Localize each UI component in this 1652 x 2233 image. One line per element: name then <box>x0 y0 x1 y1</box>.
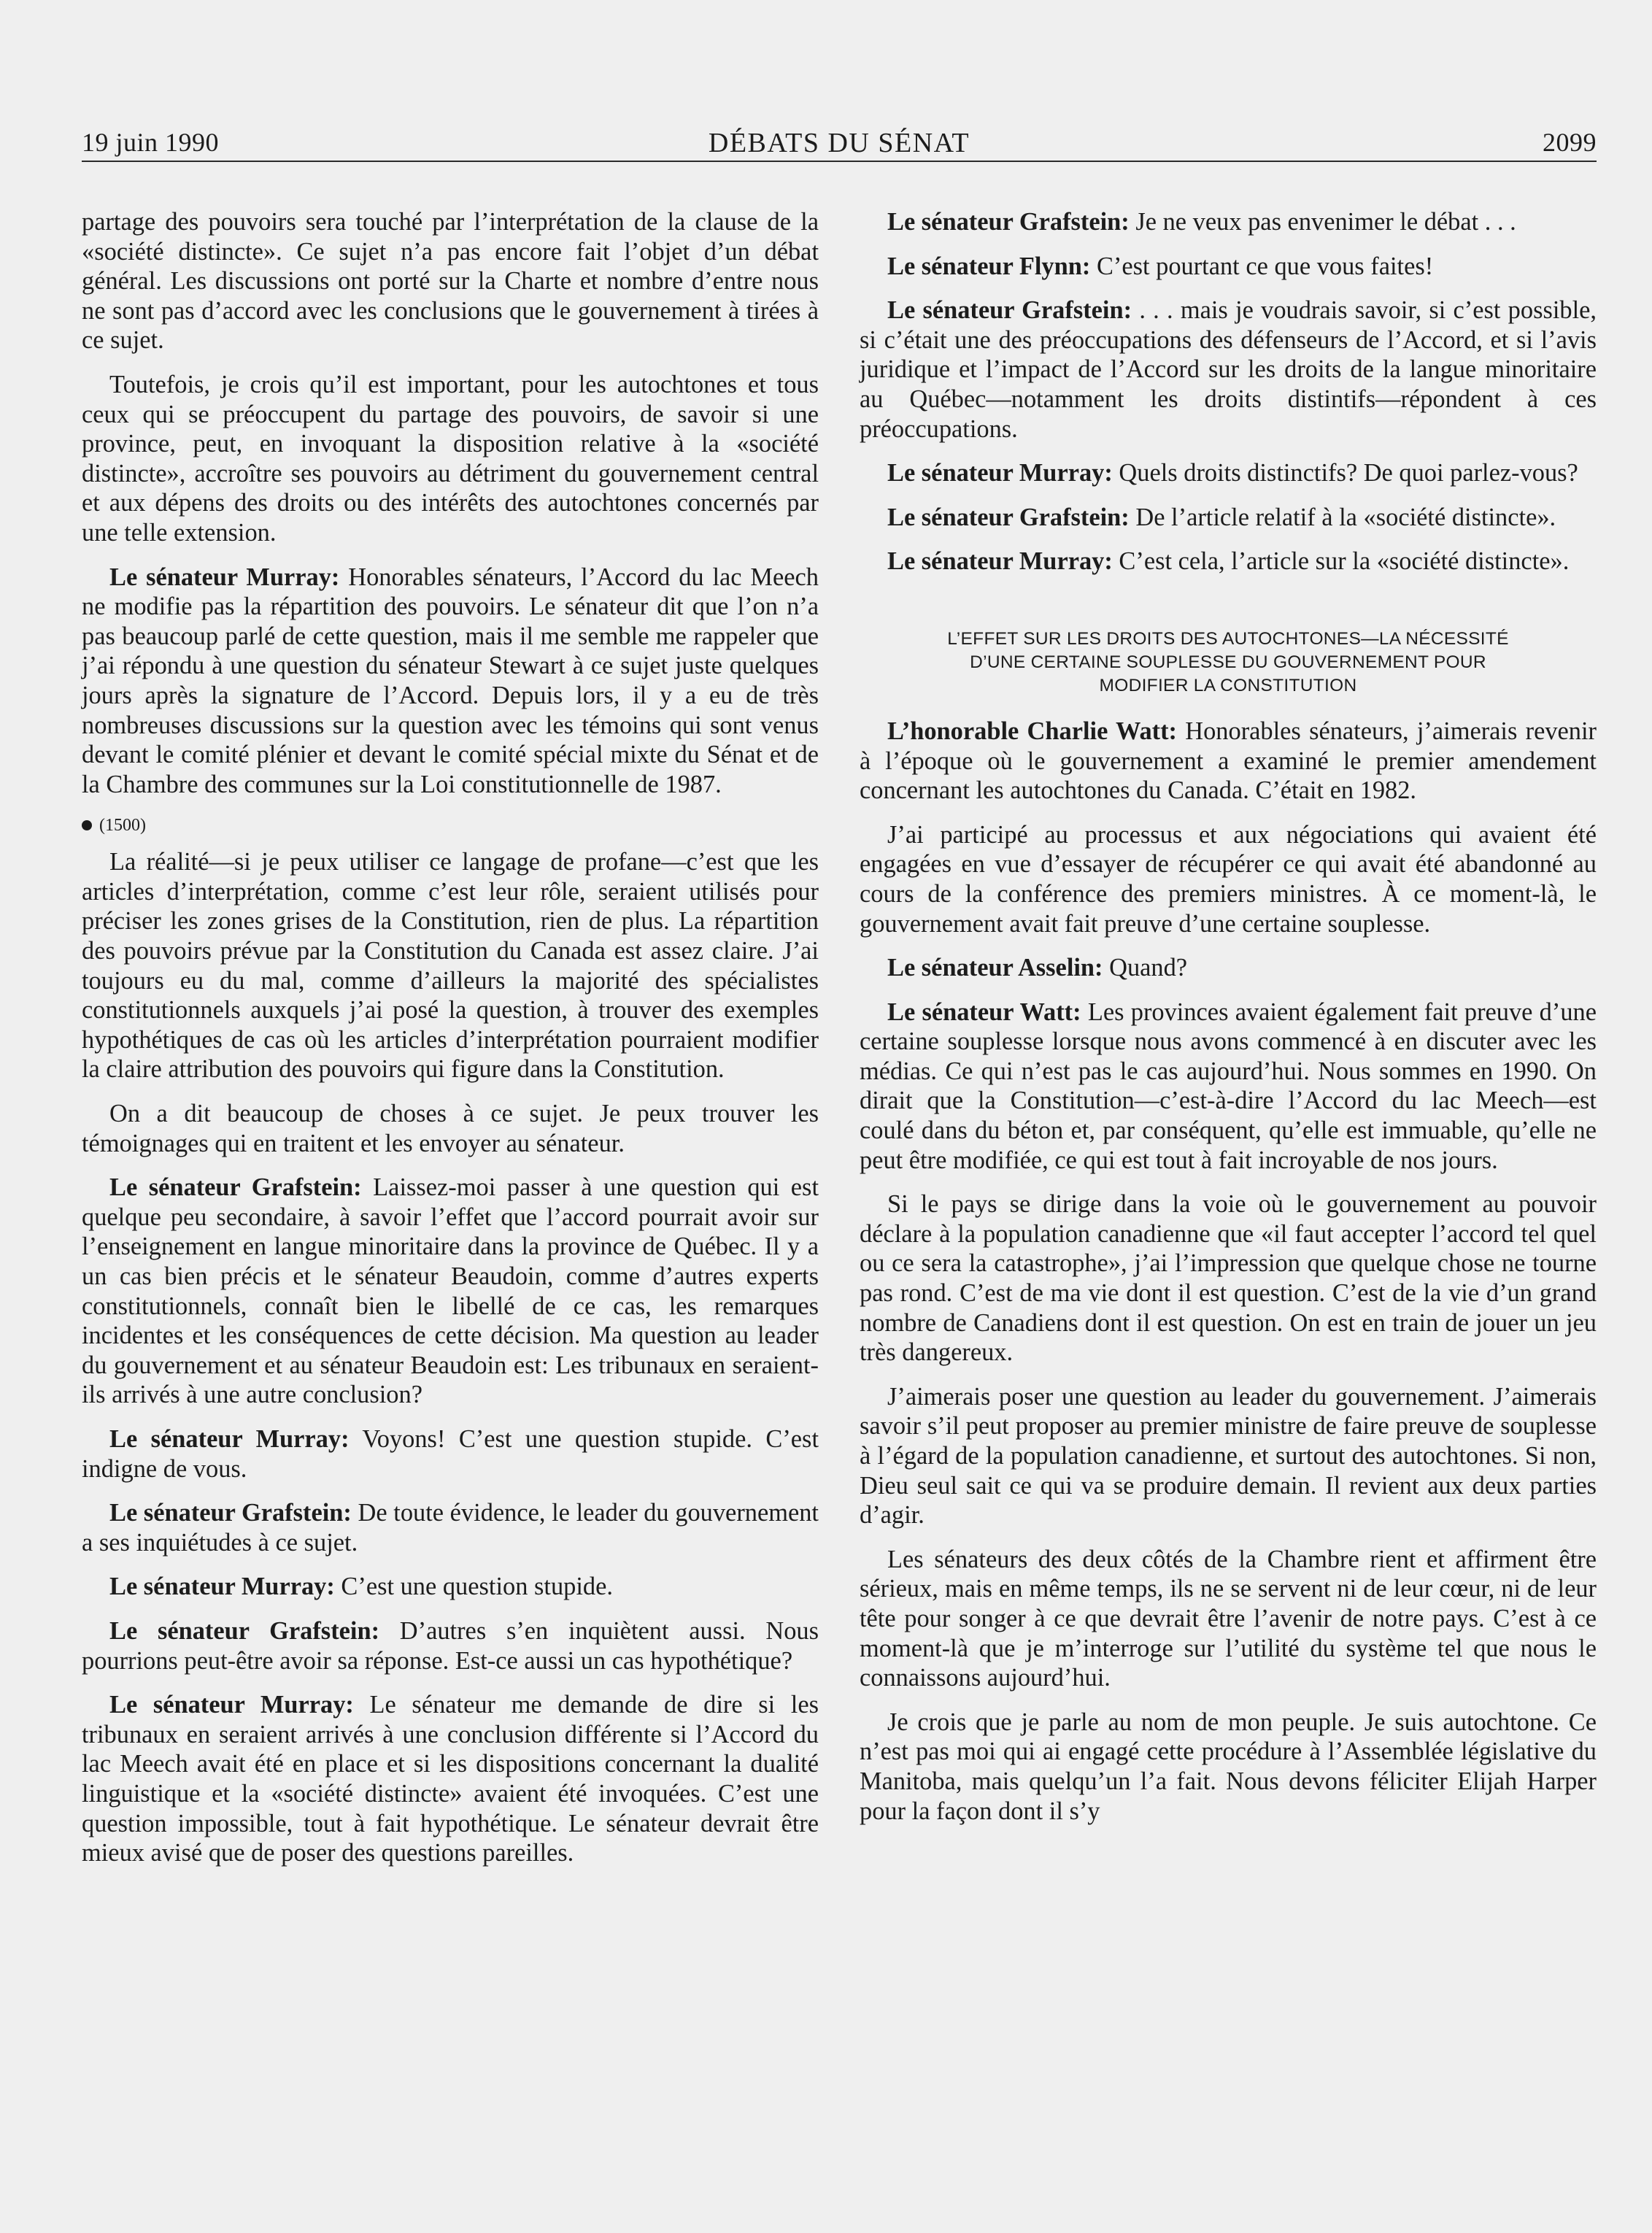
speaker-name: Le sénateur Grafstein: <box>109 1173 362 1202</box>
paragraph <box>82 1690 819 1868</box>
paragraph-text: Les sénateurs des deux côtés de la Chambre rient et affirment être sérieux, mais en même temps, ils ne se servent ni de leur cœur, ni de leur tête pour songer à ce que devrait être l’avenir de notre pays. C’est à ce moment-là que je m’interroge sur l’utilité du système tel que nous le connaissons aujourd’hui. <box>860 1545 1597 1692</box>
paragraph <box>860 207 1597 237</box>
header-page-number: 2099 <box>1543 128 1597 157</box>
paragraph <box>82 1173 819 1410</box>
paragraph-text: Les provinces avaient également fait preuve d’une certaine souplesse lorsque nous avons commencé à en discuter avec les médias. Ce qui n’est pas le cas aujourd’hui. Nous sommes en 1990. On dirait que la Constitution—c’est-à-dire l’Accord du lac Meech—est coulé dans du béton et, par conséquent, qu’elle est immuable, qu’elle ne peut être modifiée, ce qui est tout à fait incroyable de nos jours. <box>860 998 1597 1174</box>
section-heading-line: D’UNE CERTAINE SOUPLESSE DU GOUVERNEMENT POUR <box>970 652 1486 672</box>
paragraph-text: Je crois que je parle au nom de mon peuple. Je suis autochtone. Ce n’est pas moi qui ai engagé cette procédure à l’Assemblée législative du Manitoba, mais quelqu’un l’a fait. Nous devons féliciter Elijah Harper pour la façon dont il s’y <box>860 1708 1597 1825</box>
section-heading <box>860 628 1597 698</box>
speaker-name: L’honorable Charlie Watt: <box>887 717 1178 745</box>
paragraph-text: Quels droits distinctifs? De quoi parlez-vous? <box>1119 459 1578 487</box>
section-heading-line: MODIFIER LA CONSTITUTION <box>1099 675 1357 695</box>
paragraph <box>82 1498 819 1557</box>
speaker-name: Le sénateur Grafstein: <box>887 296 1132 325</box>
speaker-name: Le sénateur Grafstein: <box>109 1616 380 1645</box>
paragraph <box>860 252 1597 282</box>
time-marker-text: (1500) <box>99 816 146 836</box>
paragraph-text: De l’article relatif à la «société distincte». <box>1135 503 1556 531</box>
paragraph <box>860 1382 1597 1530</box>
time-marker <box>82 814 819 837</box>
paragraph-text: J’aimerais poser une question au leader du gouvernement. J’aimerais savoir s’il peut proposer au premier ministre de faire preuve de souplesse à l’égard de la population canadienne, et surtout des autochtones. Si non, Dieu seul sait ce qui va se produire demain. Il revient aux deux parties d’agir. <box>860 1382 1597 1530</box>
paragraph <box>860 717 1597 806</box>
paragraph <box>82 1424 819 1484</box>
paragraph-text: . . . mais je voudrais savoir, si c’est possible, si c’était une des préoccupations des défenseurs de l’Accord, et si l’avis juridique et l’impact de l’Accord sur les droits de la langue minoritaire au Québec—notamment les droits distintifs—répondent à ces préoccupations. <box>860 296 1597 443</box>
paragraph-text: Si le pays se dirige dans la voie où le gouvernement au pouvoir déclare à la population canadienne que «il faut accepter l’accord tel quel ou ce sera la catastrophe», j’ai l’impression que quelque chose ne tourne pas rond. C’est de ma vie dont il est question. C’est de la vie d’un grand nombre de Canadiens dont il est question. On est en train de jouer un jeu très dangereux. <box>860 1190 1597 1367</box>
paragraph-text: C’est cela, l’article sur la «société distincte». <box>1119 547 1570 576</box>
speaker-name: Le sénateur Flynn: <box>887 252 1091 280</box>
speaker-name: Le sénateur Murray: <box>109 1573 335 1601</box>
page-header <box>82 123 1597 162</box>
speaker-name: Le sénateur Watt: <box>887 998 1081 1026</box>
section-heading-line: L’EFFET SUR LES DROITS DES AUTOCHTONES—LA NÉCESSITÉ <box>947 628 1509 649</box>
paragraph-text: Laissez-moi passer à une question qui est quelque peu secondaire, à savoir l’effet que l’accord pourrait avoir sur l’enseignement en langue minoritaire dans la province de Québec. Il y a un cas bien précis et le sénateur Beaudoin, comme d’autres experts constitutionnels, connaît bien le libellé de ce cas, les remarques incidentes et les conséquences de cette décision. Ma question au leader du gouvernement et au sénateur Beaudoin est: Les tribunaux en seraient-ils arrivés à une autre conclusion? <box>82 1173 819 1409</box>
speaker-name: Le sénateur Grafstein: <box>887 503 1130 531</box>
header-title: DÉBATS DU SÉNAT <box>708 128 970 158</box>
paragraph-text: Voyons! C’est une question stupide. C’est indigne de vous. <box>82 1424 819 1483</box>
paragraph-text: Quand? <box>1109 954 1188 982</box>
paragraph <box>860 458 1597 488</box>
paragraph <box>860 503 1597 533</box>
paragraph-text: Le sénateur me demande de dire si les tribunaux en seraient arrivés à une conclusion différente si l’Accord du lac Meech avait été en place et si les dispositions concernant la dualité linguistique et la «société distincte» avaient été invoquées. C’est une question impossible, tout à fait hypothétique. Le sénateur devrait être mieux avisé que de poser des questions pareilles. <box>82 1691 819 1867</box>
paragraph <box>860 1545 1597 1693</box>
paragraph-text: C’est une question stupide. <box>341 1573 613 1601</box>
paragraph-text: D’autres s’en inquiètent aussi. Nous pourrions peut-être avoir sa réponse. Est-ce aussi un cas hypothétique? <box>82 1616 819 1675</box>
paragraph <box>82 207 819 355</box>
paragraph <box>860 998 1597 1176</box>
speaker-name: Le sénateur Grafstein: <box>109 1499 352 1527</box>
speaker-name: Le sénateur Murray: <box>109 563 340 591</box>
paragraph-text: Honorables sénateurs, l’Accord du lac Meech ne modifie pas la répartition des pouvoirs. Le sénateur dit que l’on n’a pas beaucoup parlé de cette question, mais il me semble me rappeler que j’ai répondu à une question du sénateur Stewart à ce sujet juste quelques jours après la signature de l’Accord. Depuis lors, il y a eu de très nombreuses discussions sur la question avec les témoins qui sont venus devant le comité plénier et devant le comité spécial mixte du Sénat et de la Chambre des communes sur la Loi constitutionnelle de 1987. <box>82 563 819 798</box>
left-column <box>82 207 819 1883</box>
paragraph-text: On a dit beaucoup de choses à ce sujet. Je peux trouver les témoignages qui en traitent et les envoyer au sénateur. <box>82 1100 819 1157</box>
speaker-name: Le sénateur Murray: <box>109 1424 350 1453</box>
paragraph-text: De toute évidence, le leader du gouvernement a ses inquiétudes à ce sujet. <box>82 1499 819 1557</box>
paragraph <box>82 563 819 800</box>
speaker-name: Le sénateur Murray: <box>887 459 1113 487</box>
speaker-name: Le sénateur Asselin: <box>887 954 1103 982</box>
paragraph-text: J’ai participé au processus et aux négociations qui avaient été engagées en vue d’essayer de récupérer ce qui avait été abandonné au cours de la conférence des premiers ministres. À ce moment-là, le gouvernement avait fait preuve d’une certaine souplesse. <box>860 820 1597 938</box>
paragraph <box>860 296 1597 444</box>
paragraph <box>82 1099 819 1158</box>
paragraph <box>860 1708 1597 1826</box>
paragraph <box>82 847 819 1084</box>
paragraph-text: partage des pouvoirs sera touché par l’interprétation de la clause de la «société distincte». Ce sujet n’a pas encore fait l’objet d’un débat général. Les discussions ont porté sur la Charte et nombre d’entre nous ne sont pas d’accord avec les conclusions que le gouvernement à tirées à ce sujet. <box>82 208 819 355</box>
paragraph-text: Honorables sénateurs, j’aimerais revenir à l’époque où le gouvernement a examiné le premier amendement concernant les autochtones du Canada. C’était en 1982. <box>860 717 1597 805</box>
paragraph-text: C’est pourtant ce que vous faites! <box>1096 252 1434 280</box>
paragraph <box>82 370 819 548</box>
right-column <box>860 207 1597 1840</box>
speaker-name: Le sénateur Murray: <box>109 1691 354 1719</box>
paragraph <box>82 1572 819 1602</box>
paragraph-text: Toutefois, je crois qu’il est important, pour les autochtones et tous ceux qui se préoccupent du partage des pouvoirs, de savoir si une province, peut, en invoquant la disposition relative à la «société distincte», accroître ses pouvoirs au détriment du gouvernement central et aux dépens des droits ou des intérêts des autochtones concernés par une telle extension. <box>82 370 819 547</box>
header-date: 19 juin 1990 <box>82 128 220 157</box>
speaker-name: Le sénateur Grafstein: <box>887 208 1130 236</box>
paragraph-text: Je ne veux pas envenimer le débat . . . <box>1135 208 1516 236</box>
paragraph <box>82 1616 819 1675</box>
paragraph-text: La réalité—si je peux utiliser ce langage de profane—c’est que les articles d’interprétation, comme c’est leur rôle, seraient utilisés pour préciser les zones grises de la Constitution, rien de plus. La répartition des pouvoirs prévue par la Constitution du Canada est assez claire. J’ai toujours eu du mal, comme d’ailleurs la majorité des spécialistes constitutionnels auxquels j’ai posé la question, à trouver des exemples hypothétiques de cas où les articles d’interprétation pourraient modifier la claire attribution des pouvoirs qui figure dans la Constitution. <box>82 848 819 1084</box>
speaker-name: Le sénateur Murray: <box>887 547 1113 576</box>
paragraph <box>860 820 1597 938</box>
paragraph <box>860 547 1597 576</box>
paragraph <box>860 953 1597 983</box>
bullet-icon <box>82 820 92 830</box>
paragraph <box>860 1189 1597 1368</box>
